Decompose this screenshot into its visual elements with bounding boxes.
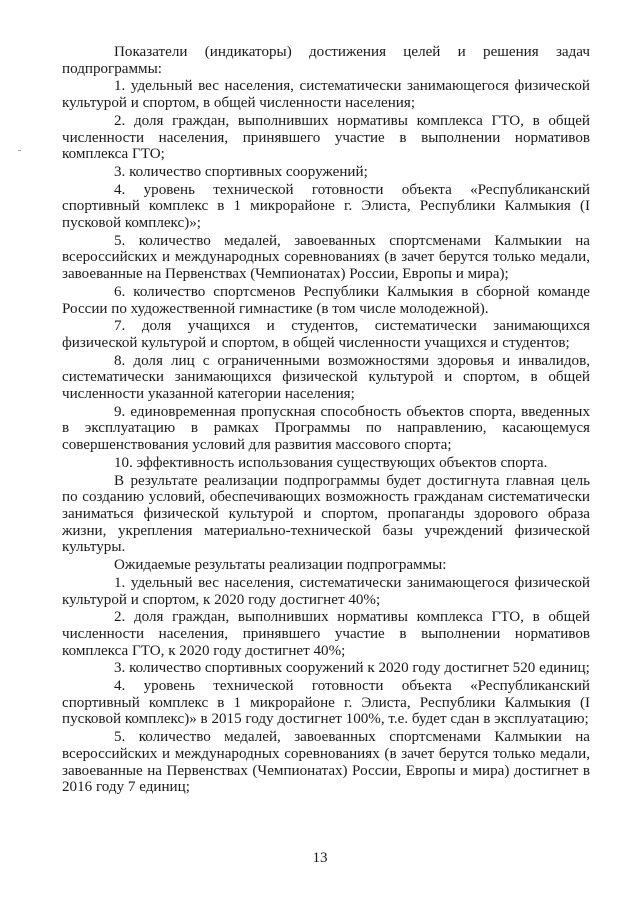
indicator-item-7: 7. доля учащихся и студентов, систематически занимающихся физической культурой и спортом, в общей численности учащихся и студентов; — [62, 318, 590, 351]
indicators-intro: Показатели (индикаторы) достижения целей и решения задач подпрограммы: — [62, 44, 590, 77]
page-number: 13 — [312, 850, 328, 866]
result-paragraph: В результате реализации подпрограммы будет достигнута главная цель по созданию условий, обеспечивающих возможность гражданам систематически заниматься физической культурой и спортом, пропаганды здорового образа жизни, укрепления материально-технической базы учреждений физической культуры. — [62, 472, 590, 556]
indicator-item-4: 4. уровень технической готовности объекта «Республиканский спортивный комплекс в 1 микрорайоне г. Элиста, Республики Калмыкия (I пусковой комплекс)»; — [62, 181, 590, 232]
indicator-item-5: 5. количество медалей, завоеванных спортсменами Калмыкии на всероссийских и международных соревнованиях (в зачет берутся только медали, завоеванные на Первенствах (Чемпионатах) России, Европы и мира); — [62, 232, 590, 283]
expected-item-2: 2. доля граждан, выполнивших нормативы комплекса ГТО, в общей численности населения, принявшего участие в выполнении нормативов комплекса ГТО, к 2020 году достигнет 40%; — [62, 609, 590, 659]
document-page — [62, 44, 590, 797]
indicator-item-9: 9. единовременная пропускная способность объектов спорта, введенных в эксплуатацию в рамках Программы по направлению, касающемуся совершенствования условий для развития массового спорта; — [62, 403, 590, 454]
expected-intro: Ожидаемые результаты реализации подпрограммы: — [114, 557, 447, 574]
indicator-item-10: 10. эффективность использования существующих объектов спорта. — [114, 454, 548, 471]
indicator-item-1: 1. удельный вес населения, систематически занимающегося физической культурой и спортом, в общей численности населения; — [62, 78, 590, 112]
indicator-item-6: 6. количество спортсменов Республики Калмыкия в сборной команде России по художественной гимнастике (в том числе молодежной). — [62, 283, 590, 317]
margin-mark — [18, 150, 21, 151]
indicator-item-8: 8. доля лиц с ограниченными возможностями здоровья и инвалидов, систематически занимающихся физической культурой и спортом, в общей численности указанной категории населения; — [62, 352, 590, 403]
indicator-item-2: 2. доля граждан, выполнивших нормативы комплекса ГТО, в общей численности населения, принявшего участие в выполнении нормативов комплекса ГТО; — [62, 112, 590, 163]
expected-item-1: 1. удельный вес населения, систематически занимающегося физической культурой и спортом, к 2020 году достигнет 40%; — [62, 574, 590, 608]
expected-item-4: 4. уровень технической готовности объекта «Республиканский спортивный комплекс в 1 микрорайоне г. Элиста, Республики Калмыкия (I пусковой комплекс)» в 2015 году достигнет 100%, т.е. будет сдан в эксплуатацию; — [62, 678, 590, 728]
expected-item-3: 3. количество спортивных сооружений к 2020 году достигнет 520 единиц; — [114, 660, 590, 677]
indicator-item-3: 3. количество спортивных сооружений; — [114, 163, 368, 180]
expected-item-5: 5. количество медалей, завоеванных спортсменами Калмыкии на всероссийских и международных соревнованиях (в зачет берутся только медали, завоеванные на Первенствах (Чемпионатах) России, Европы и мира) достигнет в 2016 году 7 единиц; — [62, 729, 590, 796]
